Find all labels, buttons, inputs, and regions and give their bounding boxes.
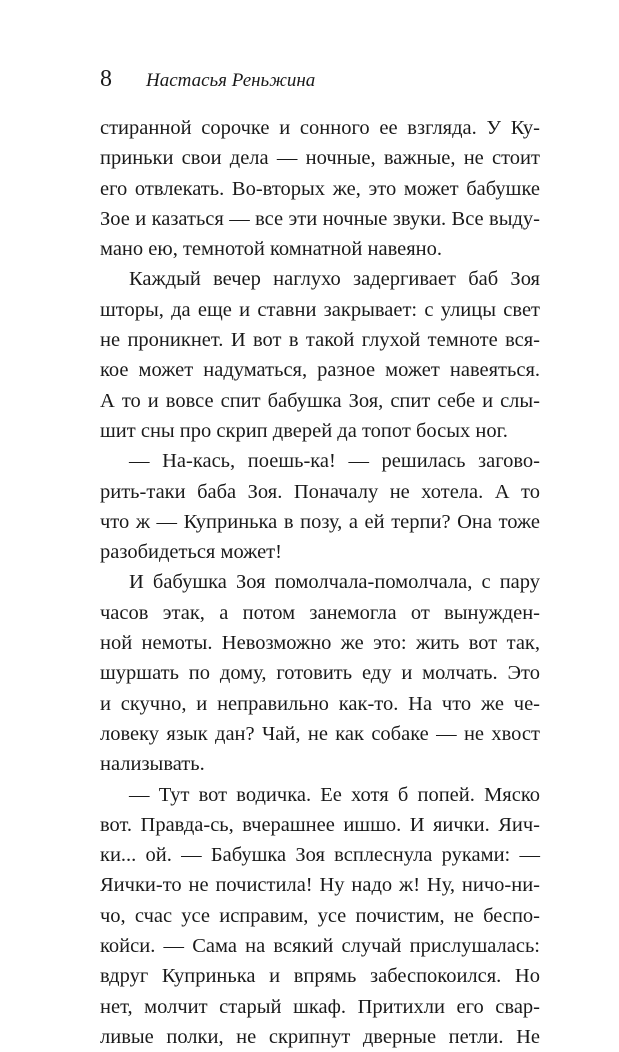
text-line: чо, счас усе исправим, усе почистим, не беспо- xyxy=(100,904,540,927)
running-title: Настасья Реньжина xyxy=(146,70,316,91)
text-line: ливые полки, не скрипнут дверные петли. Не xyxy=(100,1025,540,1048)
text-line: ной немоты. Невозможно же это: жить вот так, xyxy=(100,632,540,655)
text-line: вдруг Купринька и впрямь забеспокоился. Но xyxy=(100,965,540,988)
text-line: шит сны про скрип дверей да топот босых ног. xyxy=(100,419,508,442)
text-line: койси. — Сама на всякий случай прислушалась: xyxy=(100,935,540,958)
text-line: — На-кась, поешь-ка! — решилась загово- xyxy=(129,450,540,473)
text-line: шуршать по дому, готовить еду и молчать. Это xyxy=(100,662,540,685)
text-line: и скучно, и неправильно как-то. На что же че- xyxy=(100,692,540,715)
text-line: ловеку язык дан? Чай, не как собаке — не хвост xyxy=(100,722,540,745)
text-line: часов этак, а потом занемогла от вынужден- xyxy=(100,601,540,624)
text-line: А то и вовсе спит бабушка Зоя, спит себе и слы- xyxy=(100,389,540,412)
text-line: нализывать. xyxy=(100,753,205,776)
text-line: приньки свои дела — ночные, важные, не стоит xyxy=(100,147,540,170)
text-line: И бабушка Зоя помолчала-помолчала, с пару xyxy=(129,571,540,594)
text-line: кое может надуматься, разное может навеяться. xyxy=(100,359,540,382)
text-line: нет, молчит старый шкаф. Притихли его свар- xyxy=(100,995,540,1018)
text-line: рить-таки баба Зоя. Поначалу не хотела. А то xyxy=(100,480,540,503)
text-line: Зое и казаться — все эти ночные звуки. Все выду- xyxy=(100,207,540,230)
text-line: вот. Правда-сь, вчерашнее ишшо. И яички. Яич- xyxy=(100,813,540,836)
text-line: Яички-то не почистила! Ну надо ж! Ну, ничо-ни- xyxy=(100,874,540,897)
text-line: Каждый вечер наглухо задергивает баб Зоя xyxy=(129,268,540,291)
text-line: шторы, да еще и ставни закрывает: с улицы свет xyxy=(100,298,540,321)
body-text xyxy=(100,113,540,1052)
text-line: ки... ой. — Бабушка Зоя всплеснула руками: — xyxy=(100,844,540,867)
text-line: стиранной сорочке и сонного ее взгляда. У Ку- xyxy=(100,117,540,139)
text-line: не проникнет. И вот в такой глухой темноте вся- xyxy=(100,329,540,352)
text-line: — Тут вот водичка. Ее хотя б попей. Мяско xyxy=(129,783,540,806)
text-line: мано ею, темнотой комнатной навеяно. xyxy=(100,238,443,261)
text-line: его отвлекать. Во-вторых же, это может бабушке xyxy=(100,177,540,200)
text-line: что ж — Купринька в позу, а ей терпи? Она тоже xyxy=(100,510,540,533)
page-number: 8 xyxy=(100,66,112,92)
running-head xyxy=(100,66,315,96)
text-line: разобидеться может! xyxy=(100,541,282,564)
